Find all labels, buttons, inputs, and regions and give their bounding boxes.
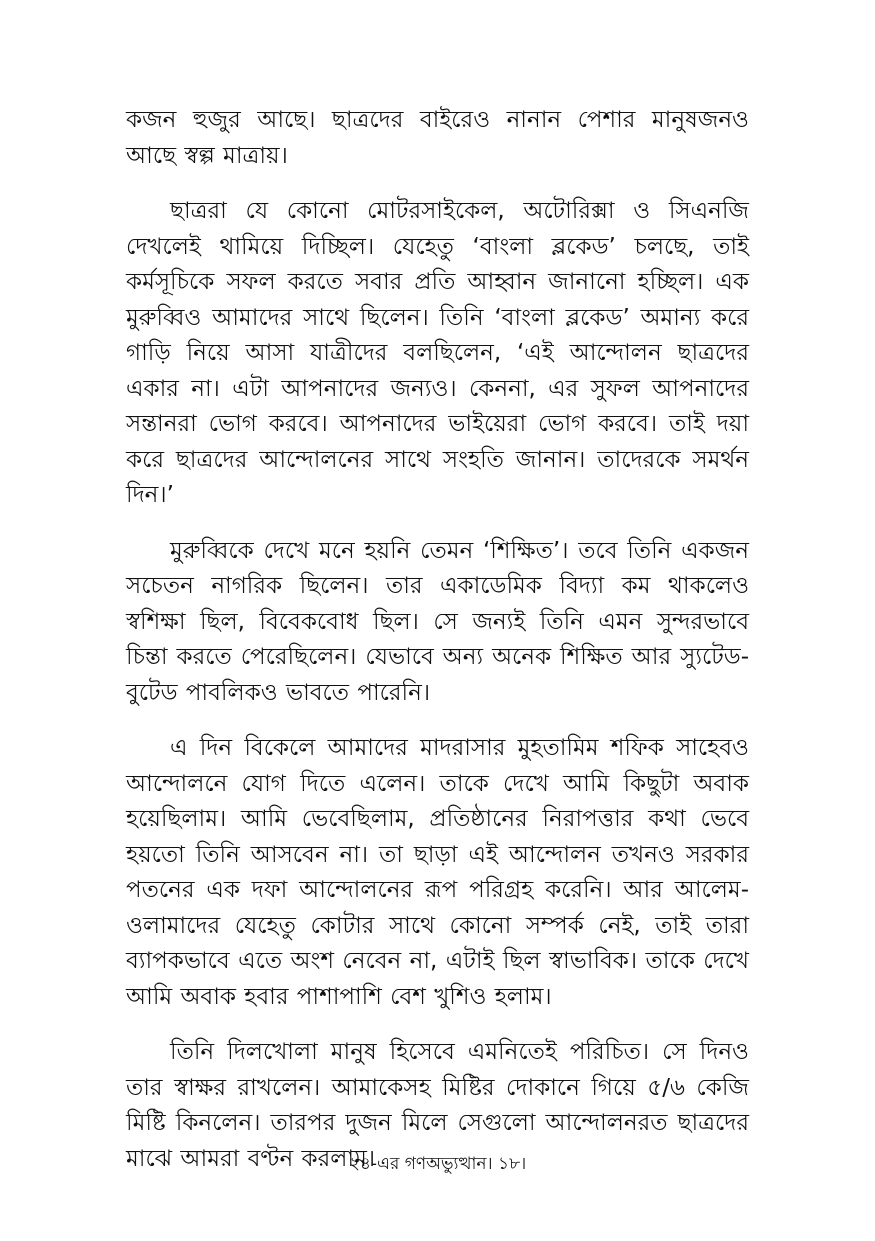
paragraph-5: তিনি দিলখোলা মানুষ হিসেবে এমনিতেই পরিচিত। সে দিনও তার স্বাক্ষর রাখলেন। আমাকেসহ মিষ্টির দোকানে গিয়ে ৫/৬ কেজি মিষ্টি কিনলেন। তারপর দুজন মিলে সেগুলো আন্দোলনরত ছাত্রদের মাঝে আমরা বণ্টন করলাম। (126, 1039, 749, 1172)
paragraph-2: ছাত্ররা যে কোনো মোটরসাইকেল, অটোরিক্সা ও সিএনজি দেখলেই থামিয়ে দিচ্ছিল। যেহেতু ‘বাংলা ব্লকেড’ চলছে, তাই কর্মসূচিকে সফল করতে সবার প্রতি আহ্বান জানানো হচ্ছিল। এক মুরুব্বিও আমাদের সাথে ছিলেন। তিনি ‘বাংলা ব্লকেড’ অমান্য করে গাড়ি নিয়ে আসা যাত্রীদের বলছিলেন, ‘এই আন্দোলন ছাত্রদের একার না। এটা আপনাদের জন্যও। কেননা, এর সুফল আপনাদের সন্তানরা ভোগ করবে। আপনাদের ভাইয়েরা ভোগ করবে। তাই দয়া করে ছাত্রদের আন্দোলনের সাথে সংহতি জানান। তাদেরকে সমর্থন দিন।’ (126, 198, 749, 508)
paragraph-1: কজন হুজুর আছে। ছাত্রদের বাইরেও নানান পেশার মানুষজনও আছে স্বল্প মাত্রায়। (126, 107, 749, 169)
paragraph-3: মুরুব্বিকে দেখে মনে হয়নি তেমন ‘শিক্ষিত’। তবে তিনি একজন সচেতন নাগরিক ছিলেন। তার একাডেমিক বিদ্যা কম থাকলেও স্বশিক্ষা ছিল, বিবেকবোধ ছিল। সে জন্যই তিনি এমন সুন্দরভাবে চিন্তা করতে পেরেছিলেন। যেভাবে অন্য অনেক শিক্ষিত আর স্যুটেড-বুটেড পাবলিকও ভাবতে পারেনি। (126, 537, 749, 706)
page-footer: ২৪-এর গণঅভ্যুত্থান। ১৮। (348, 1154, 527, 1174)
paragraph-4: এ দিন বিকেলে আমাদের মাদরাসার মুহতামিম শফিক সাহেবও আন্দোলনে যোগ দিতে এলেন। তাকে দেখে আমি কিছুটা অবাক হয়েছিলাম। আমি ভেবেছিলাম, প্রতিষ্ঠানের নিরাপত্তার কথা ভেবে হয়তো তিনি আসবেন না। তা ছাড়া এই আন্দোলন তখনও সরকার পতনের এক দফা আন্দোলনের রূপ পরিগ্রহ করেনি। আর আলেম-ওলামাদের যেহেতু কোটার সাথে কোনো সম্পর্ক নেই, তাই তারা ব্যাপকভাবে এতে অংশ নেবেন না, এটাই ছিল স্বাভাবিক। তাকে দেখে আমি অবাক হবার পাশাপাশি বেশ খুশিও হলাম। (126, 735, 749, 1010)
